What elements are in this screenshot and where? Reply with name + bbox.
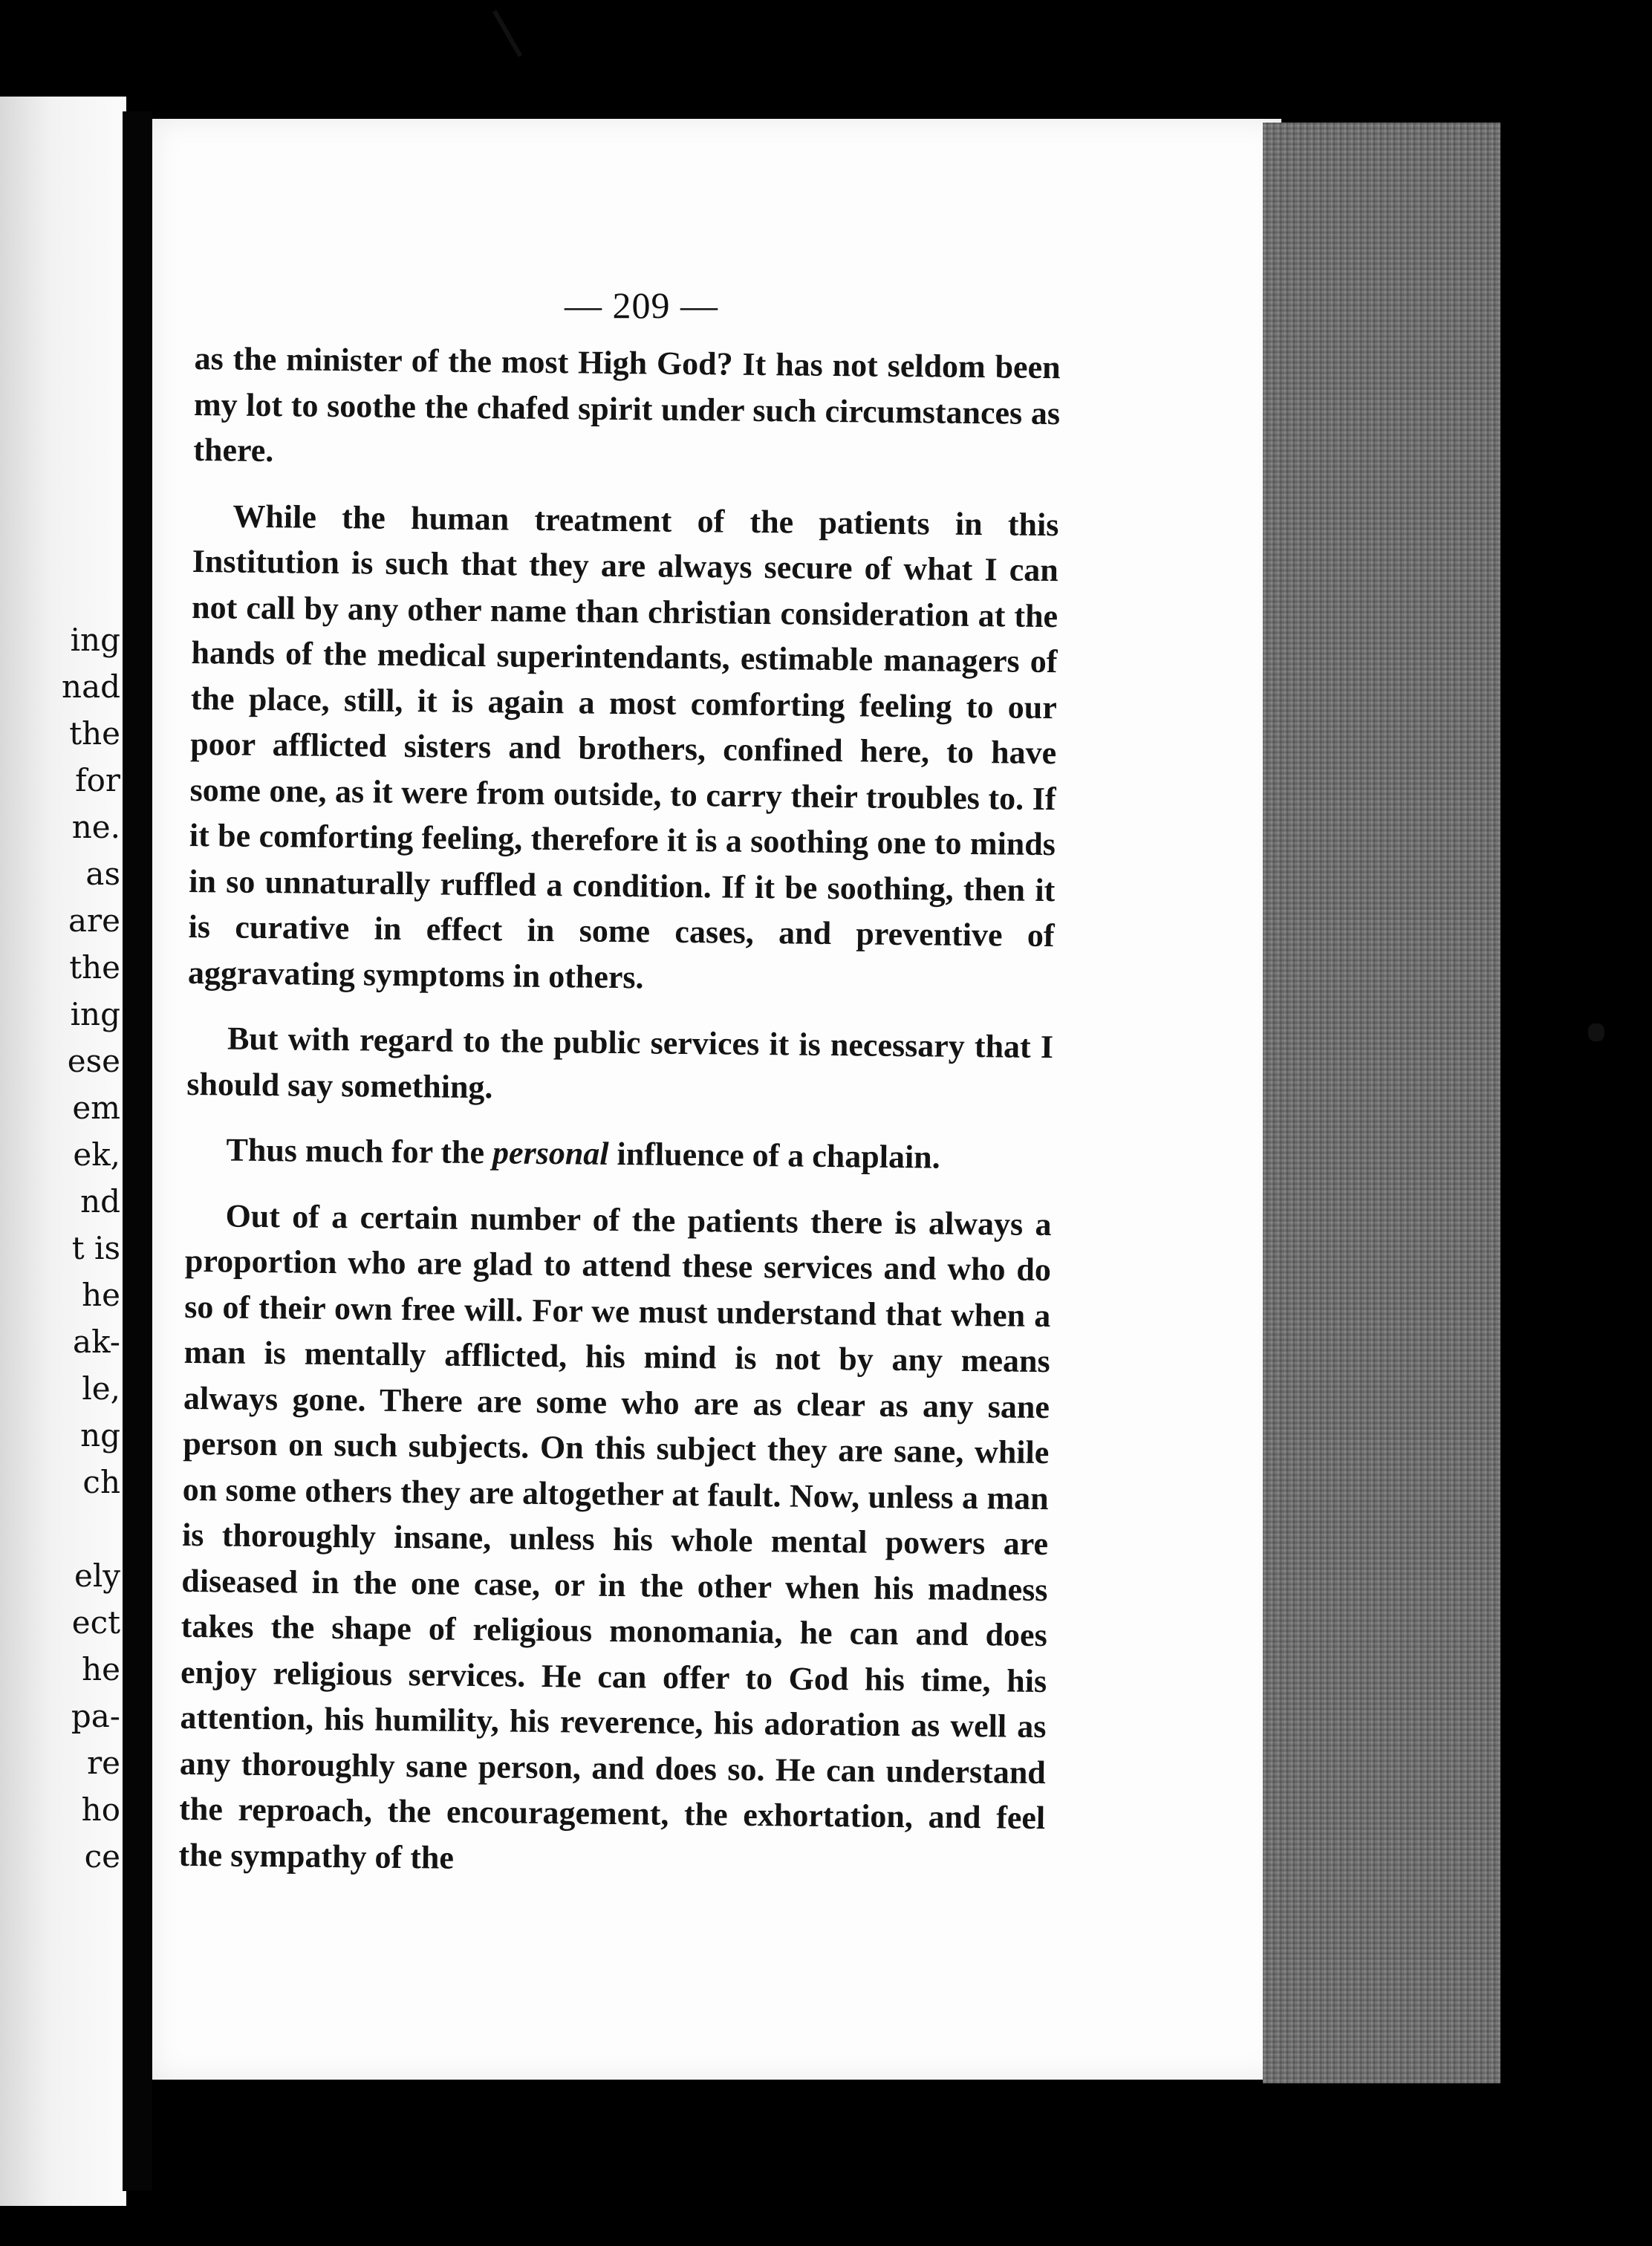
left-fragment-line: he: [82, 1277, 120, 1313]
left-fragment-line: ho: [81, 1791, 120, 1828]
scan-mark: [1588, 1023, 1604, 1041]
left-fragment-line: ek,: [73, 1136, 120, 1173]
left-fragment-line: pa-: [71, 1698, 120, 1734]
left-facing-page: [0, 97, 126, 2206]
paragraph: as the minister of the most High God? It has not seldom been my lot to soothe the chafed spirit under such circumstances as there.: [193, 339, 1061, 469]
left-fragment-line: ing: [70, 622, 120, 658]
left-fragment-line: nad: [62, 668, 120, 705]
left-fragment-line: ak-: [73, 1324, 120, 1360]
left-fragment-line: the: [69, 715, 120, 752]
left-fragment-line: [62, 1506, 126, 1552]
left-fragment-line: ce: [84, 1838, 120, 1875]
page-body-text: [178, 336, 1061, 1887]
page-edge-texture: [1263, 123, 1500, 2083]
page-number: — 209 —: [565, 284, 718, 326]
emphasized-word: personal: [492, 1134, 609, 1172]
left-fragment-line: for: [75, 762, 120, 798]
left-fragment-line: ng: [80, 1417, 120, 1454]
left-fragment-line: re: [87, 1745, 120, 1781]
paragraph: Out of a certain number of the patients there is always a proportion who are glad to attend these services and who do so of their own free will. For we must understand that when a man is mentally afflicted, his mind is not by any means always gone. There are some who are as clear as any sane person on such subjects. On this subject they are sane, while on some others they are altogether at fault. Now, unless a man is thoroughly insane, unless his whole mental powers are diseased in the one case, or in the other when his madness takes the shape of religious monomania, he can and does enjoy religious services. He can offer to God his time, his attention, his humility, his reverence, his adoration as well as any thoroughly sane person, and does so. He can understand the reproach, the encouragement, the exhortation, and feel the sympathy of the: [178, 1197, 1052, 1876]
left-fragment-line: ese: [67, 1043, 120, 1079]
left-fragment-line: are: [68, 902, 120, 939]
book-gutter: [123, 111, 152, 2191]
left-fragment-line: ect: [71, 1604, 120, 1641]
left-fragment-line: ely: [74, 1557, 120, 1594]
paragraph-text: Thus much for the: [226, 1131, 493, 1171]
left-fragment-line: ne.: [71, 809, 120, 845]
paragraph: [186, 1127, 1053, 1182]
left-fragment-line: em: [72, 1090, 120, 1126]
left-fragment-line: the: [69, 949, 120, 986]
left-fragment-line: as: [85, 856, 120, 892]
left-fragment-line: t is: [71, 1230, 120, 1266]
left-fragment-line: nd: [80, 1183, 120, 1220]
left-fragment-line: ch: [82, 1464, 120, 1500]
left-fragment-line: he: [82, 1651, 120, 1687]
left-fragment-line: le,: [82, 1370, 120, 1407]
paragraph: But with regard to the public services it is necessary that I should say something.: [186, 1020, 1054, 1105]
left-fragment-line: ing: [70, 996, 120, 1032]
paragraph-text: influence of a chaplain.: [608, 1135, 940, 1176]
paragraph: While the human treatment of the patients in this Institution is such that they are always secure of what I can not call by any other name than christian consideration at the hands of the medical superintendants, estimable managers of the place, still, it is again a most comforting feeling to our poor afflicted sisters and brothers, confined here, to have some one, as it were from outside, to carry their troubles to. If it be comforting feeling, therefore it is a soothing one to minds in so unnaturally ruffled a condition. If it be soothing, then it is curative in effect in some cases, and preventive of aggravating symptoms in others.: [187, 498, 1059, 995]
scan-mark: [492, 10, 522, 57]
left-page-line-fragments: [62, 616, 126, 1880]
